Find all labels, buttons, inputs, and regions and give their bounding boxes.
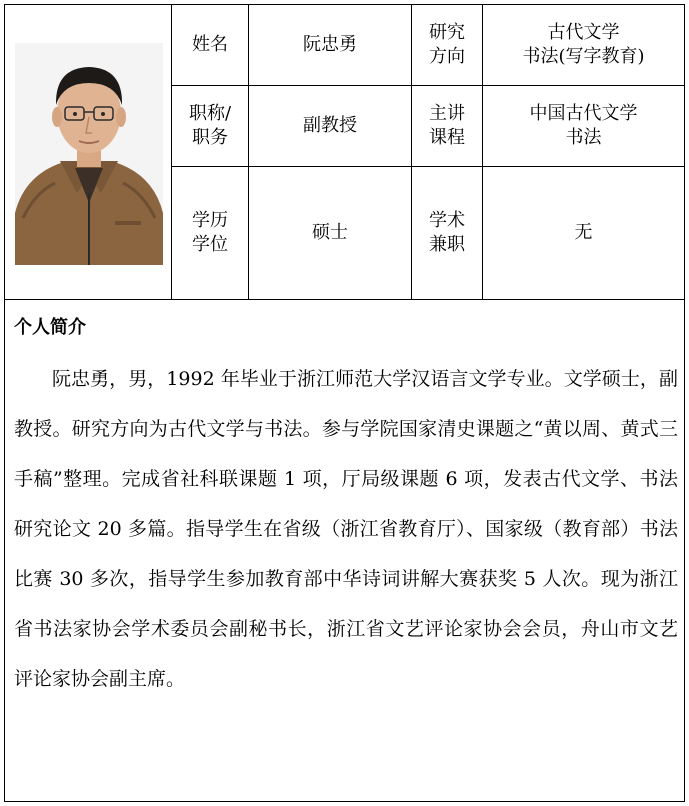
- research-value: 古代文学 书法(写字教育): [522, 22, 645, 67]
- title-label: 职称/ 职务: [188, 103, 232, 148]
- intro-body: 阮忠勇，男，1992 年毕业于浙江师范大学汉语言文学专业。文学硕士，副教授。研究方向为古代文学与书法。参与学院国家清史课题之“黄以周、黄式三手稿”整理。完成省社科联课题 1 项，厅局级课题 6 项，发表古代文学、书法研究论文 20 多篇。指导学生在省级（浙江省教育厅）、国家级（教育部）书法比赛 30 多次，指导学生参加教育部中华诗词讲解大赛获奖 5 人次。现为浙江省书法家协会学术委员会副秘书长，浙江省文艺评论家协会会员，舟山市文艺评论家协会副主席。: [14, 368, 678, 690]
- name-value: 阮忠勇: [303, 34, 357, 55]
- research-label: 研究 方向: [429, 22, 465, 67]
- name-label: 姓名: [192, 34, 228, 55]
- profile-sheet: [4, 4, 685, 802]
- degree-value: 硕士: [312, 222, 348, 243]
- intro-title: 个人简介: [14, 317, 86, 338]
- academic-label: 学术 兼职: [429, 210, 465, 255]
- courses-value: 中国古代文学 书法: [529, 103, 638, 148]
- portrait-photo: [15, 43, 163, 265]
- title-value: 副教授: [303, 115, 357, 136]
- degree-label: 学历 学位: [192, 210, 228, 255]
- portrait-image: [15, 43, 163, 265]
- grid-line: [5, 299, 684, 300]
- academic-value: 无: [574, 222, 593, 243]
- courses-label: 主讲 课程: [429, 103, 465, 148]
